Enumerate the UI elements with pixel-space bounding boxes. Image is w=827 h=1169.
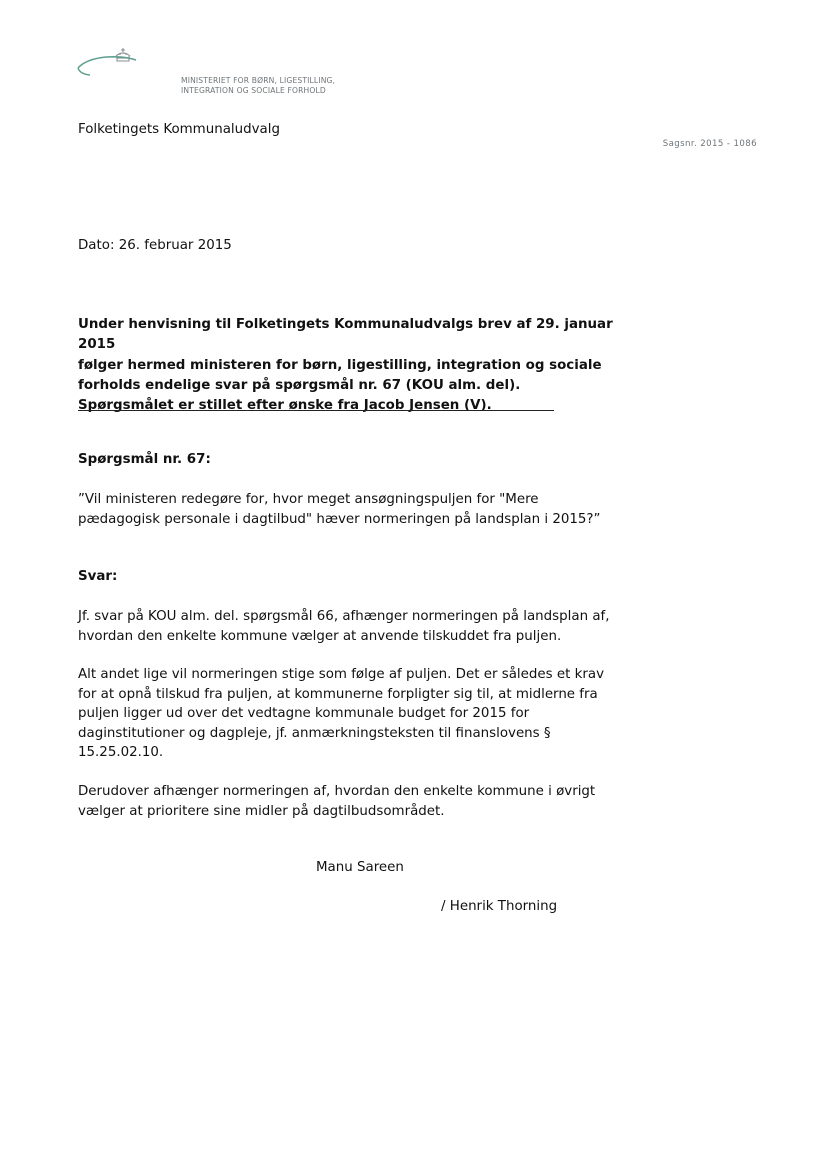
- answer-paragraph-2: [78, 665, 604, 763]
- intro-line: Spørgsmålet er stillet efter ønske fra Jacob Jensen (V).: [78, 398, 492, 414]
- question-line: ”Vil ministeren redegøre for, hvor meget ansøgningspuljen for "Mere: [78, 492, 539, 507]
- answer-line: Jf. svar på KOU alm. del. spørgsmål 66, afhænger normeringen på landsplan af,: [78, 609, 610, 624]
- ministry-name-line1: MINISTERIET FOR BØRN, LIGESTILLING,: [181, 76, 336, 85]
- official-signature: / Henrik Thorning: [441, 899, 558, 914]
- question-heading: Spørgsmål nr. 67:: [78, 452, 211, 467]
- answer-heading: Svar:: [78, 569, 118, 584]
- answer-line: puljen ligger ud over det vedtagne kommunale budget for 2015 for: [78, 706, 530, 722]
- intro-paragraph: [78, 315, 638, 416]
- answer-line: Alt andet lige vil normeringen stige som følge af puljen. Det er således et krav: [78, 667, 604, 682]
- answer-paragraph-3: [78, 782, 595, 821]
- answer-line: vælger at prioritere sine midler på dagtilbudsområdet.: [78, 803, 445, 819]
- answer-line: daginstitutioner og dagpleje, jf. anmærkningsteksten til finanslovens §: [78, 725, 551, 741]
- intro-line: Under henvisning til Folketingets Kommunaludvalgs brev af 29. januar 2015: [78, 317, 613, 353]
- recipient: Folketingets Kommunaludvalg: [78, 122, 280, 137]
- ministry-name-line2: INTEGRATION OG SOCIALE FORHOLD: [181, 86, 326, 95]
- intro-line: forholds endelige svar på spørgsmål nr. 67 (KOU alm. del).: [78, 377, 521, 393]
- intro-line: følger hermed ministeren for børn, ligestilling, integration og sociale: [78, 357, 602, 373]
- answer-line: 15.25.02.10.: [78, 745, 164, 761]
- answer-paragraph-1: [78, 607, 610, 646]
- answer-line: for at opnå tilskud fra puljen, at kommunerne forpligter sig til, at midlerne fra: [78, 686, 598, 702]
- letter-date: Dato: 26. februar 2015: [78, 238, 232, 253]
- minister-signature: Manu Sareen: [316, 860, 404, 875]
- question-text: [78, 490, 600, 530]
- question-line: pædagogisk personale i dagtilbud" hæver normeringen på landsplan i 2015?”: [78, 512, 601, 527]
- separator-rule: [78, 410, 554, 411]
- ministry-logo: [76, 44, 336, 96]
- answer-line: Derudover afhænger normeringen af, hvordan den enkelte kommune i øvrigt: [78, 784, 596, 799]
- case-number: Sagsnr. 2015 - 1086: [662, 139, 757, 149]
- answer-line: hvordan den enkelte kommune vælger at anvende tilskuddet fra puljen.: [78, 628, 562, 644]
